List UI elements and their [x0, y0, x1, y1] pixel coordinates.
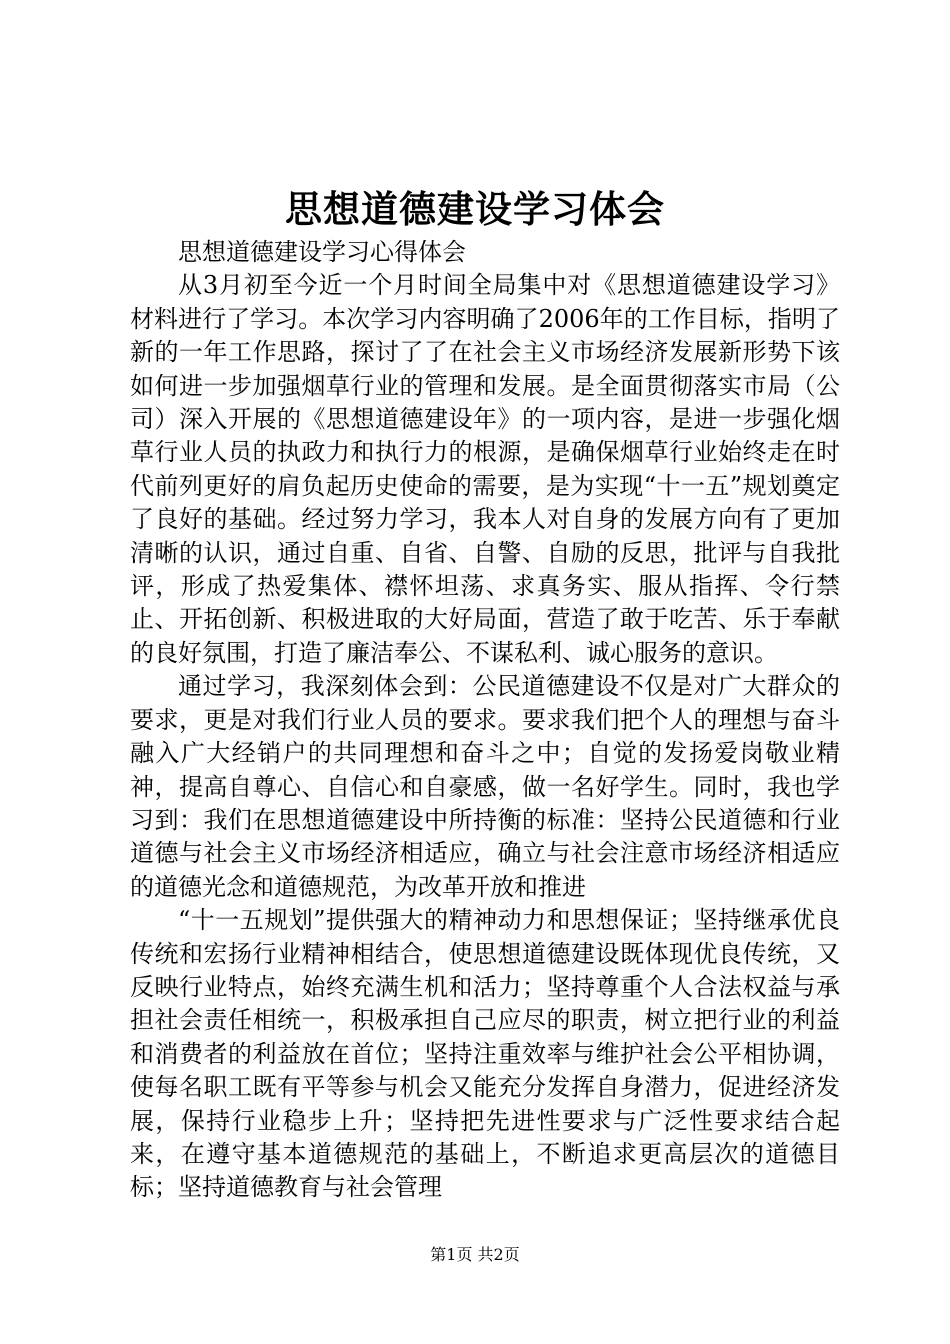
page-number-footer: 第1页 共2页	[430, 1245, 520, 1264]
paragraph: “十一五规划”提供强大的精神动力和思想保证；坚持继承优良传统和宏扬行业精神相结合，使思想道德建设既体现优良传统，又反映行业特点，始终充满生机和活力；坚持尊重个人合法权益与承担社会责任相统一，积极承担自己应尽的职责，树立把行业的利益和消费者的利益放在首位；坚持注重效率与维护社会公平相协调，使每名职工既有平等参与机会又能充分发挥自身潜力，促进经济发展，保持行业稳步上升；坚持把先进性要求与广泛性要求结合起来，在遵守基本道德规范的基础上，不断追求更高层次的道德目标；坚持道德教育与社会管理	[130, 906, 840, 1202]
document-title: 思想道德建设学习体会	[285, 187, 665, 231]
paragraph: 从3月初至今近一个月时间全局集中对《思想道德建设学习》材料进行了学习。本次学习内容明确了2006年的工作目标，指明了新的一年工作思路，探讨了了在社会主义市场经济发展新形势下该如何进一步加强烟草行业的管理和发展。是全面贯彻落实市局（公司）深入开展的《思想道德建设年》的一项内容，是进一步强化烟草行业人员的执政力和执行力的根源，是确保烟草行业始终走在时代前列更好的肩负起历史使命的需要，是为实现“十一五”规划奠定了良好的基础。经过努力学习，我本人对自身的发展方向有了更加清晰的认识，通过自重、自省、自警、自励的反思，批评与自我批评，形成了热爱集体、襟怀坦荡、求真务实、服从指挥、令行禁止、开拓创新、积极进取的大好局面，营造了敢于吃苦、乐于奉献的良好氛围，打造了廉洁奉公、不谋私利、诚心服务的意识。	[130, 271, 840, 667]
paragraph: 通过学习，我深刻体会到：公民道德建设不仅是对广大群众的要求，更是对我们行业人员的要求。要求我们把个人的理想与奋斗融入广大经销户的共同理想和奋斗之中；自觉的发扬爱岗敬业精神，提高自尊心、自信心和自豪感，做一名好学生。同时，我也学习到：我们在思想道德建设中所持衡的标准：坚持公民道德和行业道德与社会主义市场经济相适应，确立与社会注意市场经济相适应的道德光念和道德规范，为改革开放和推进	[130, 672, 840, 901]
paragraph-subtitle: 思想道德建设学习心得体会	[178, 238, 466, 266]
document-body	[130, 236, 840, 1205]
